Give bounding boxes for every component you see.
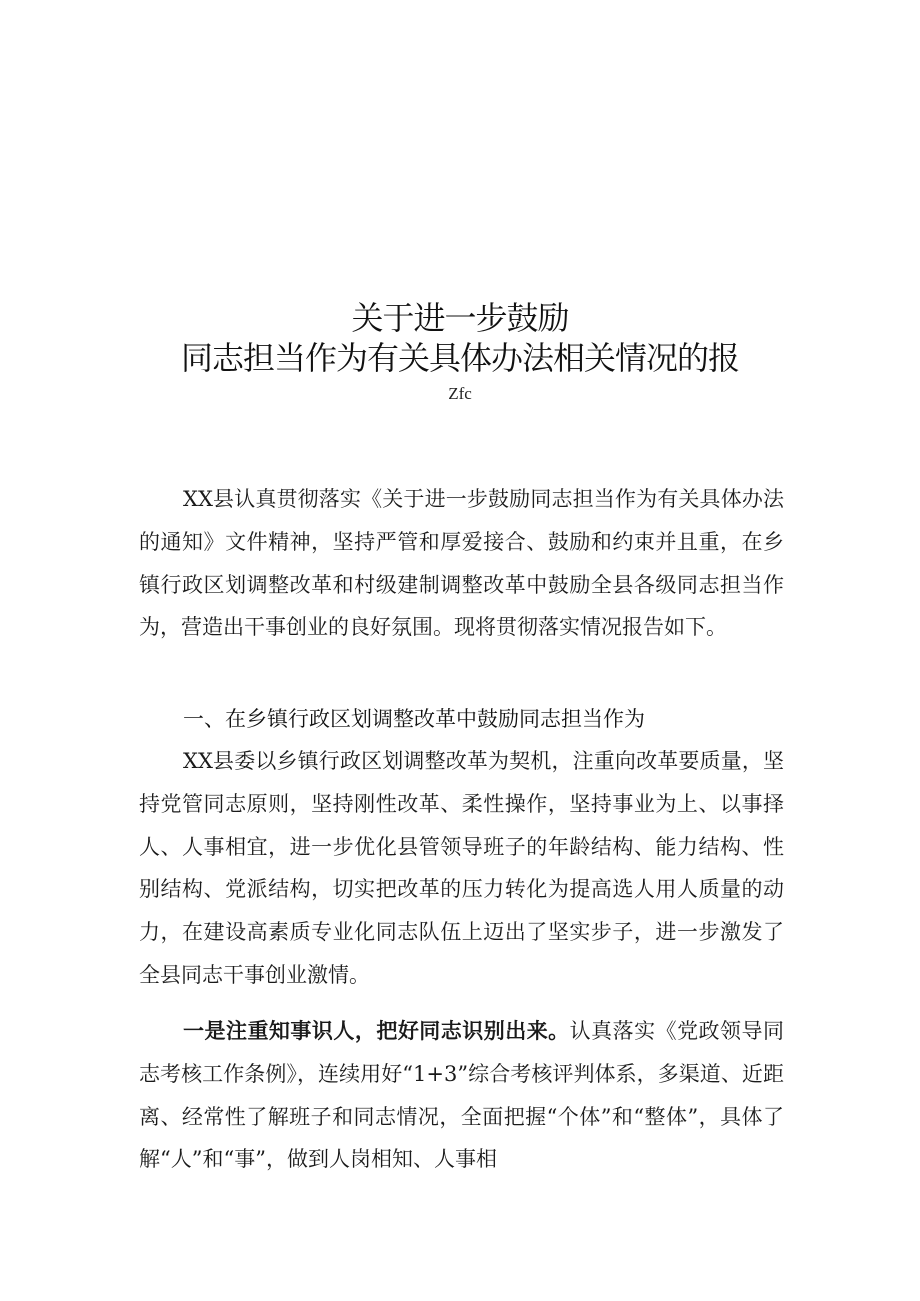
document-title-line-2: 同志担当作为有关具体办法相关情况的报 xyxy=(180,339,739,377)
intro-paragraph: XX县认真贯彻落实《关于进一步鼓励同志担当作为有关具体办法的通知》文件精神，坚持严管和厚爱接合、鼓励和约束并且重，在乡镇行政区划调整改革和村级建制调整改革中鼓励全县各级同志担当作为，营造出干事创业的良好氛围。现将贯彻落实情况报告如下。 xyxy=(139,487,784,640)
point-1-text: 认真落实《党政领导同志考核工作条例》，连续用好“1+3”综合考核评判体系，多渠道、近距离、经常性了解班子和同志情况，全面把握“个体”和“整体”，具体了解“人”和“事”，做到人岗相知、人事相 xyxy=(139,1019,785,1172)
point-1-lead: 一是注重知事识人，把好同志识别出来。 xyxy=(183,1018,570,1043)
document-author: Zfc xyxy=(448,384,472,403)
section-1-paragraph: XX县委以乡镇行政区划调整改革为契机，注重向改革要质量，坚持党管同志原则，坚持刚性改革、柔性操作，坚持事业为上、以事择人、人事相宜，进一步优化县管领导班子的年龄结构、能力结构、性别结构、党派结构，切实把改革的压力转化为提高选人用人质量的动力，在建设高素质专业化同志队伍上迈出了坚实步子，进一步激发了全县同志干事创业激情。 xyxy=(139,749,784,987)
point-1-paragraph xyxy=(139,1010,784,1181)
section-1-heading: 一、在乡镇行政区划调整改革中鼓励同志担当作为 xyxy=(183,707,645,731)
document-title-line-1: 关于进一步鼓励 xyxy=(351,299,569,337)
